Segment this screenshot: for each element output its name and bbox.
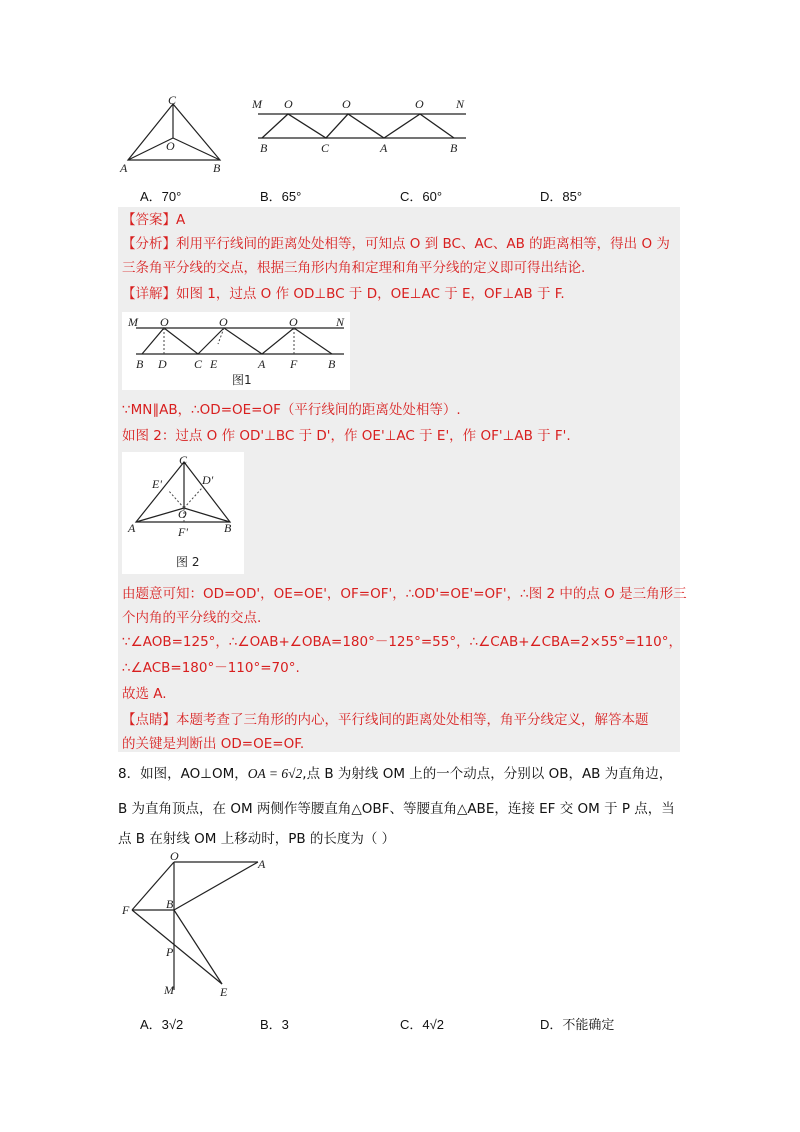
svg-text:E': E' [152, 477, 162, 491]
svg-text:O: O [160, 315, 169, 329]
svg-text:C: C [194, 357, 203, 371]
q8-option-d[interactable]: D．不能确定 [540, 1017, 615, 1032]
svg-text:M: M [164, 983, 174, 997]
analysis-line-2: 三条角平分线的交点，根据三角形内角和定理和角平分线的定义即可得出结论. [122, 260, 586, 276]
svg-text:B: B [450, 141, 458, 155]
q8-line-1: 8．如图，AO⊥OM，OA = 6√2,点 B 为射线 OM 上的一个动点，分别以 OB，AB 为直角边， [118, 766, 673, 782]
answer-line: 【答案】A [122, 212, 186, 228]
label-o: O [166, 139, 175, 153]
q7-parallel-figure [248, 92, 478, 160]
q8-figure [118, 848, 283, 998]
svg-text:A: A [258, 857, 266, 871]
q8-line-2: B 为直角顶点，在 OM 两侧作等腰直角△OBF、等腰直角△ABE，连接 EF 交 OM 于 P 点，当 [118, 801, 675, 817]
comment-line-1: 【点睛】本题考查了三角形的内心，平行线间的距离处处相等，角平分线定义，解答本题 [122, 712, 649, 728]
svg-text:O: O [219, 315, 228, 329]
svg-text:C: C [179, 453, 188, 467]
figure-1 [122, 312, 350, 390]
svg-text:C: C [321, 141, 330, 155]
svg-text:A: A [128, 521, 136, 535]
label-a: A [120, 161, 128, 174]
svg-text:F: F [290, 357, 298, 371]
svg-text:D': D' [202, 473, 214, 487]
svg-text:图 2: 图 2 [176, 555, 200, 569]
svg-text:M: M [252, 97, 262, 111]
detail-line-2: ∵MN∥AB，∴OD=OE=OF（平行线间的距离处处相等）. [122, 402, 461, 418]
svg-text:O: O [178, 507, 187, 521]
svg-text:B: B [224, 521, 232, 535]
detail-line-1: 【详解】如图 1，过点 O 作 OD⊥BC 于 D，OE⊥AC 于 E，OF⊥AB 于 F. [122, 286, 565, 302]
label-c: C [168, 93, 177, 107]
detail-line-6: ∵∠AOB=125°，∴∠OAB+∠OBA=180°－125°=55°，∴∠CAB+∠CBA=2×55°=110°， [122, 634, 683, 650]
svg-text:E: E [210, 357, 218, 371]
q8-line-3: 点 B 在射线 OM 上移动时，PB 的长度为（ ） [118, 831, 396, 847]
option-a[interactable]: A．70° [140, 189, 182, 204]
svg-text:O: O [415, 97, 424, 111]
q8-option-c[interactable]: C．4√2 [400, 1017, 444, 1032]
svg-text:B: B [136, 357, 144, 371]
svg-text:O: O [284, 97, 293, 111]
figure-2 [122, 452, 244, 574]
svg-text:M: M [128, 315, 138, 329]
q7-triangle-figure [118, 92, 228, 174]
option-c[interactable]: C．60° [400, 189, 443, 204]
option-d[interactable]: D．85° [540, 189, 583, 204]
detail-line-7: ∴∠ACB=180°－110°=70°. [122, 660, 300, 676]
svg-text:O: O [342, 97, 351, 111]
comment-line-2: 的关键是判断出 OD=OE=OF. [122, 736, 305, 752]
svg-text:P: P [166, 945, 174, 959]
svg-text:O: O [289, 315, 298, 329]
detail-line-5: 个内角的平分线的交点. [122, 610, 262, 626]
svg-text:F: F [122, 903, 130, 917]
detail-line-3: 如图 2：过点 O 作 OD'⊥BC 于 D'，作 OE'⊥AC 于 E'，作 OF'⊥AB 于 F'. [122, 428, 571, 444]
q8-option-a[interactable]: A．3√2 [140, 1017, 184, 1032]
svg-text:B: B [166, 897, 174, 911]
label-b: B [213, 161, 221, 174]
detail-line-8: 故选 A. [122, 686, 167, 702]
svg-text:B: B [328, 357, 336, 371]
svg-text:B: B [260, 141, 268, 155]
analysis-line-1: 【分析】利用平行线间的距离处处相等，可知点 O 到 BC、AC、AB 的距离相等，得出 O 为 [122, 236, 670, 252]
svg-text:O: O [170, 849, 179, 863]
svg-text:N: N [336, 315, 345, 329]
svg-text:N: N [456, 97, 465, 111]
svg-text:D: D [158, 357, 167, 371]
detail-line-4: 由题意可知：OD=OD'，OE=OE'，OF=OF'，∴OD'=OE'=OF'，∴图 2 中的点 O 是三角形三 [122, 586, 687, 602]
option-b[interactable]: B．65° [260, 189, 302, 204]
q8-math: OA = 6√2 [247, 766, 303, 781]
svg-text:图1: 图1 [232, 373, 252, 387]
q8-option-b[interactable]: B．3 [260, 1017, 289, 1032]
svg-text:A: A [380, 141, 388, 155]
svg-text:E: E [220, 985, 228, 998]
svg-text:F': F' [178, 525, 188, 539]
svg-text:A: A [258, 357, 266, 371]
